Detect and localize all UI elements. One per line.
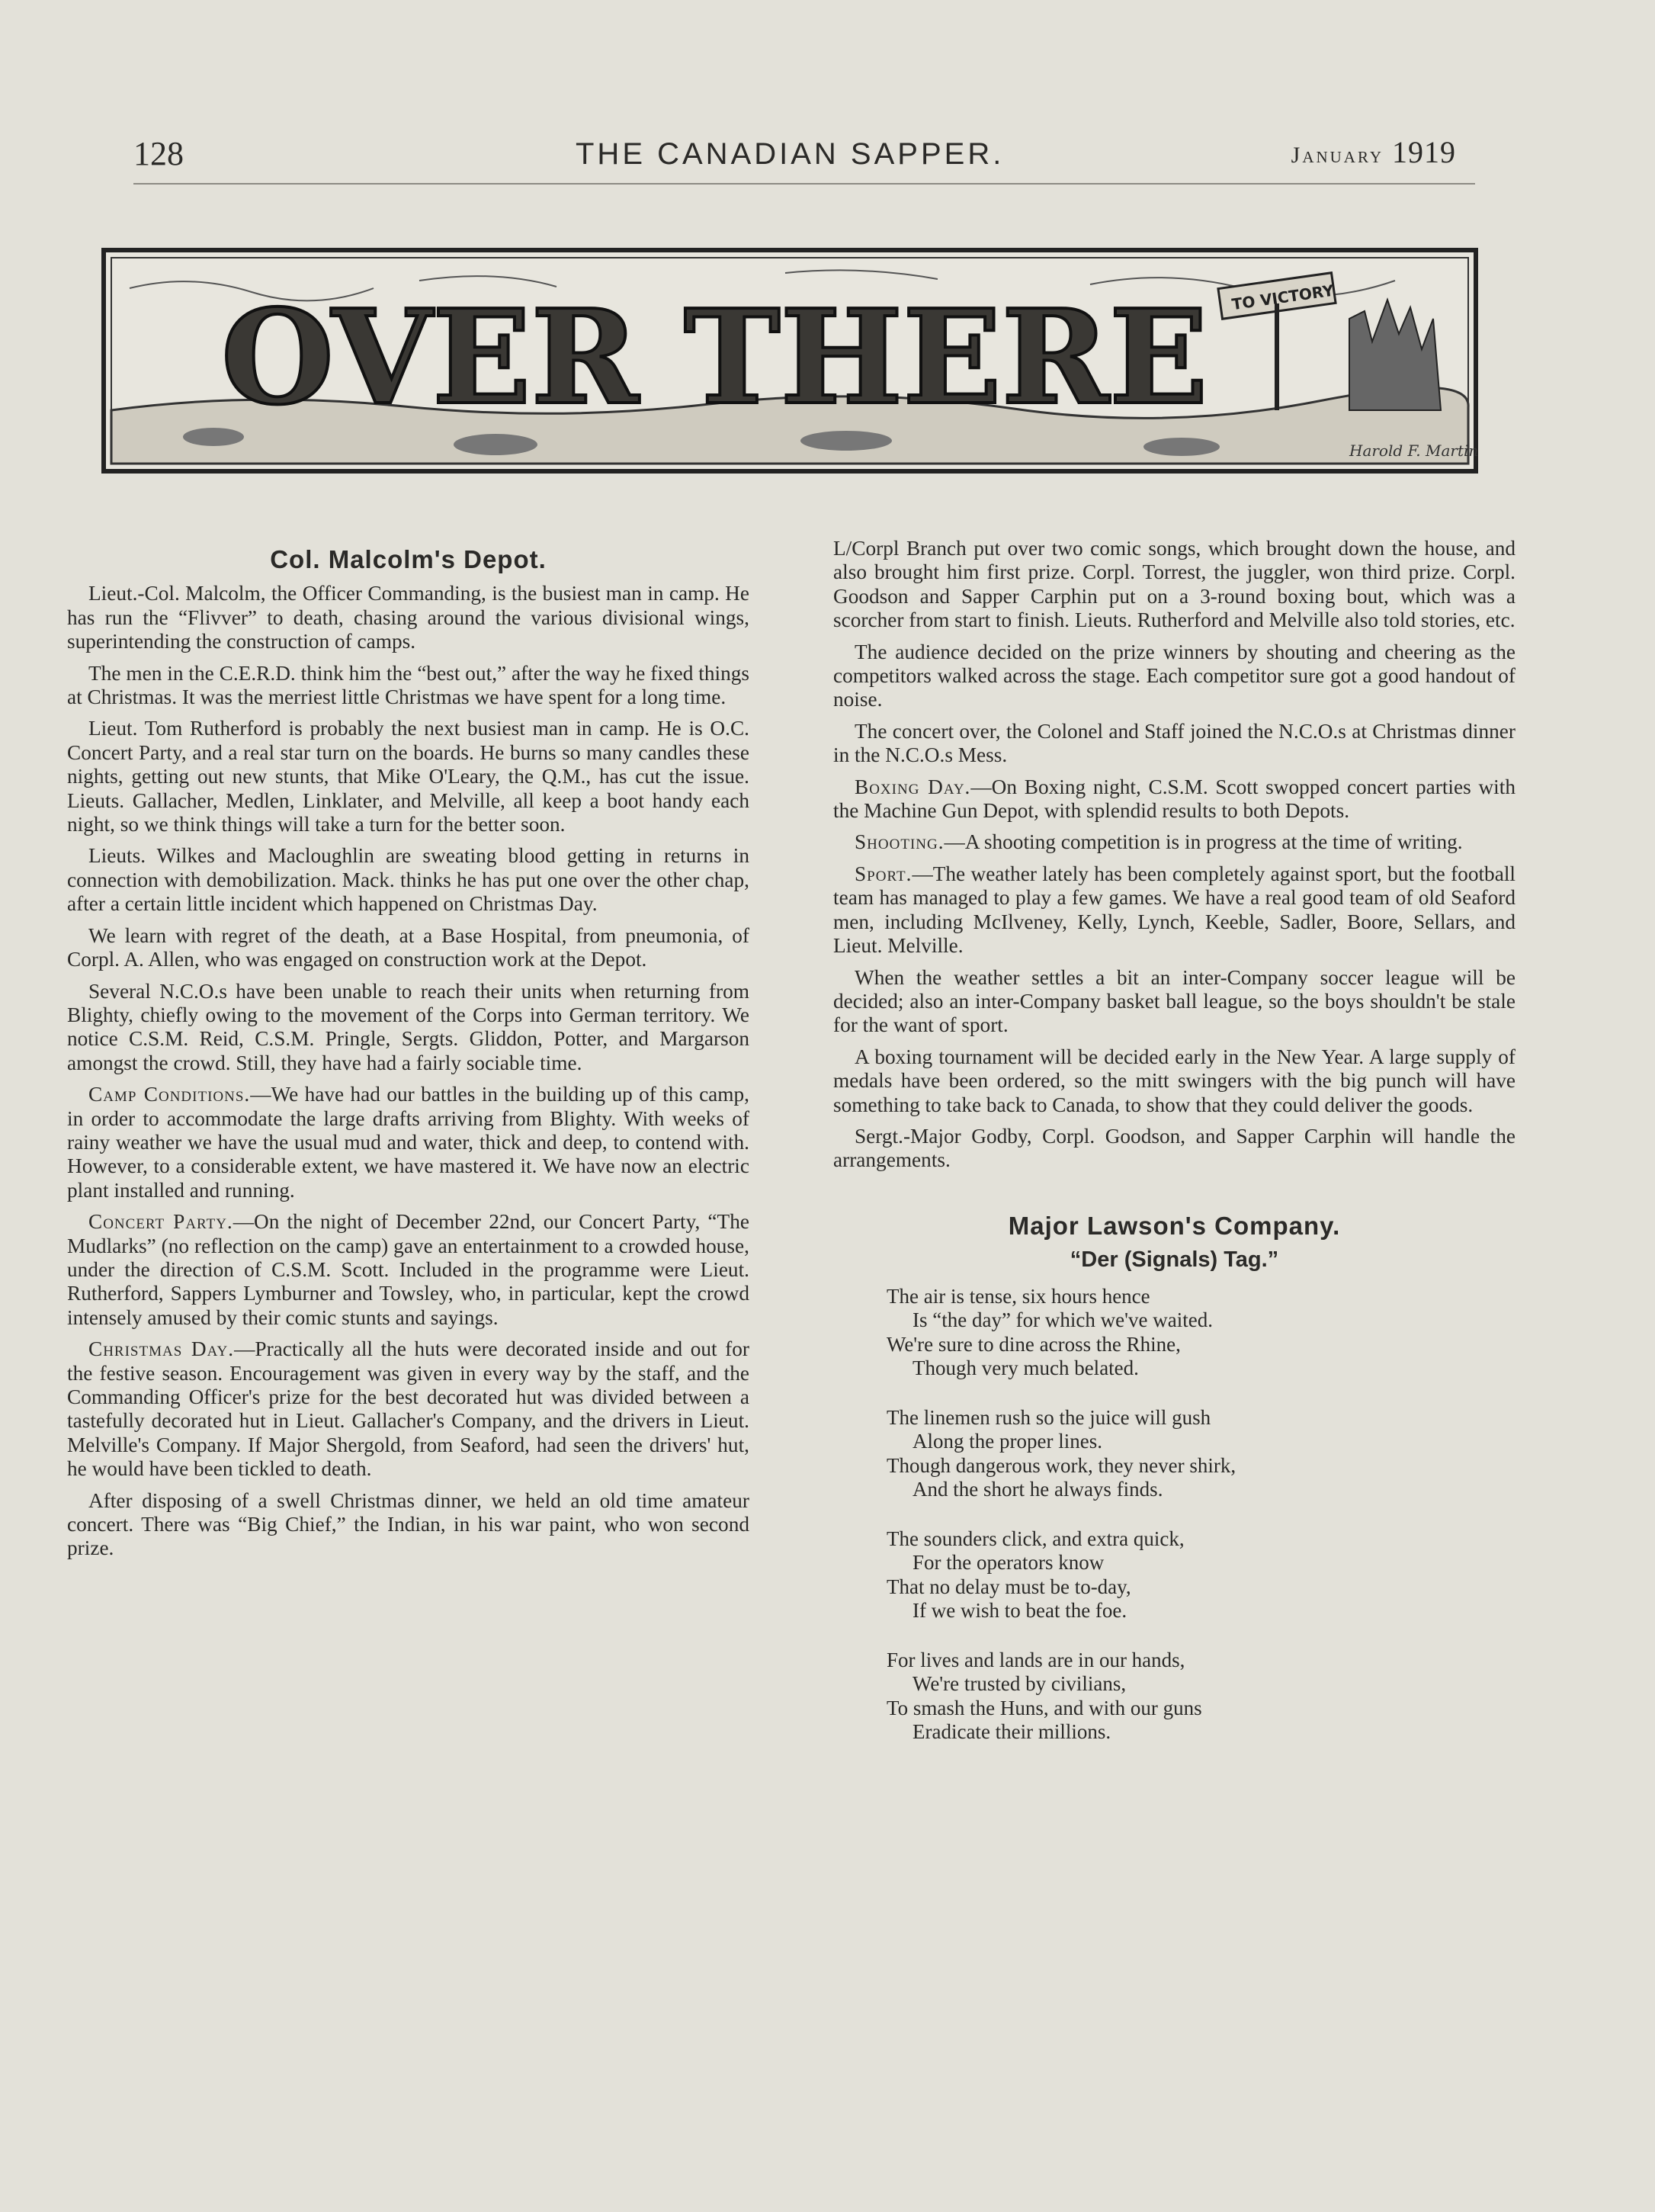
poem-line: The linemen rush so the juice will gush [887,1405,1211,1429]
poem-line: For the operators know [912,1551,1105,1575]
paragraph: A boxing tournament will be decided early in the New Year. A large supply of medals have been ordered, so the mitt swingers with the big punch will have something to take back to Canada, to show that they could deliver the goods. [833,1045,1515,1116]
paragraph: The men in the C.E.R.D. think him the “best out,” after the way he fixed things at Christmas. It was the merriest little Christmas we have spent for a long time. [67,661,749,709]
paragraph-concert-party [67,1210,749,1330]
run-in-label: Christmas Day. [88,1337,235,1361]
poem [887,1285,1515,1745]
poem-line: The sounders click, and extra quick, [887,1527,1185,1550]
paragraph: Sergt.-Major Godby, Corpl. Goodson, and Sapper Carphin will handle the arrangements. [833,1124,1515,1172]
poem-line: Though very much belated. [912,1356,1139,1380]
paragraph: Several N.C.O.s have been unable to reach their units when returning from Blighty, chiefly owing to the movement of the Corps into German territory. We notice C.S.M. Reid, C.S.M. Pringle, Sergts. Gliddon, Potter, and Margarson amongst the crowd. Still, they have had a fairly sociable time. [67,979,749,1074]
left-column [67,534,749,1568]
paragraph-boxing-day [833,775,1515,823]
article-heading-malcolms-depot: Col. Malcolm's Depot. [270,545,547,573]
paragraph-shooting [833,830,1515,854]
signboard-text: TO VICTORY [1230,281,1336,314]
paragraph: After disposing of a swell Christmas dinner, we held an old time amateur concert. There was “Big Chief,” the Indian, in his war paint, who won second prize. [67,1488,749,1560]
issue-month: January [1291,143,1384,168]
paragraph: The concert over, the Colonel and Staff joined the N.C.O.s at Christmas dinner in the N.C.O.s Mess. [833,719,1515,767]
paragraph-christmas-day [67,1337,749,1481]
paragraph-text: —Practically all the huts were decorated inside and out for the festive season. Encouragement was given in every way by the staff, and the Commanding Officer's prize for the best decorated hut was divided between a tastefully decorated hut in Lieut. Gallacher's Company, and the drivers in Lieut. Melville's Company. If Major Shergold, from Seaford, had seen the drivers' hut, he would have been tickled to death. [67,1337,749,1481]
paragraph: We learn with regret of the death, at a Base Hospital, from pneumonia, of Corpl. A. Allen, who was engaged on construction work at the Depot. [67,923,749,971]
paragraph-sport [833,862,1515,958]
paragraph: When the weather settles a bit an inter-Company soccer league will be decided; also an inter-Company basket ball league, so the boys shouldn't be stale for the want of sport. [833,965,1515,1037]
paragraph-text: —On Boxing night, C.S.M. Scott swopped concert parties with the Machine Gun Depot, with splendid results to both Depots. [833,775,1515,823]
poem-line: If we wish to beat the foe. [912,1599,1127,1623]
run-in-label: Concert Party. [88,1210,233,1234]
poem-line: We're sure to dine across the Rhine, [887,1332,1181,1356]
poem-line: That no delay must be to-day, [887,1575,1131,1598]
paragraph-continued: L/Corpl Branch put over two comic songs, which brought down the house, and also brought him first prize. Corpl. Torrest, the juggler, won third prize. Corpl. Goodson and Sapper Carphin put on a 3-round boxing bout, which was a scorcher from start to finish. Lieuts. Rutherford and Melville also told stories, etc. [833,537,1515,632]
paragraph-camp-conditions [67,1083,749,1202]
article-heading-lawsons-company: Major Lawson's Company. [1008,1211,1341,1240]
poem-stanza [887,1406,1515,1502]
page-header [133,130,1456,183]
poem-line: And the short he always finds. [912,1478,1163,1501]
header-rule [133,183,1475,185]
poem-line: Is “the day” for which we've waited. [912,1308,1213,1332]
poem-stanza [887,1527,1515,1623]
poem-line: For lives and lands are in our hands, [887,1648,1185,1671]
run-in-label: Boxing Day. [855,775,971,798]
paragraph-text: —We have had our battles in the building up of this camp, in order to accommodate the large drafts arriving from Blighty. With weeks of rainy weather we have the usual mud and water, thick and deep, to contend with. However, to a considerable extent, we have mastered it. We have now an electric plant installed and running. [67,1083,750,1202]
poem-line: Along the proper lines. [912,1430,1102,1453]
right-column [833,534,1515,1770]
poem-line: Eradicate their millions. [912,1720,1111,1744]
paragraph: The audience decided on the prize winners by shouting and cheering as the competitors walked across the stage. Each competitor sure got a good handout of noise. [833,640,1515,711]
poem-stanza [887,1285,1515,1381]
paragraph: Lieut. Tom Rutherford is probably the next busiest man in camp. He is O.C. Concert Party, and a real star turn on the boards. He burns so many candles these nights, getting out new stunts, that Mike O'Leary, the Q.M., has cut the issue. Lieuts. Gallacher, Medlen, Linklater, and Melville, all keep a boot handy each night, so we think things will take a turn for the better soon. [67,717,749,836]
poem-title: “Der (Signals) Tag.” [1070,1247,1279,1273]
poem-stanza [887,1649,1515,1745]
issue-date [1291,134,1456,170]
banner-title-art: OVER THERE [221,281,1208,434]
poem-line: To smash the Huns, and with our guns [887,1696,1202,1719]
poem-line: Though dangerous work, they never shirk, [887,1453,1236,1477]
paragraph-text: —A shooting competition is in progress at the time of writing. [944,830,1463,854]
over-there-banner-illustration [99,227,1483,490]
publication-title: THE CANADIAN SAPPER. [576,137,1005,171]
paragraph-text: —On the night of December 22nd, our Concert Party, “The Mudlarks” (no reflection on the camp) gave an entertainment to a crowded house, under the direction of C.S.M. Scott. Included in the programme were Lieut. Rutherford, Sappers Lymburner and Towsley, who, in particular, kept the crowd intensely amused by their comic stunts and sayings. [67,1210,749,1329]
issue-year: 1919 [1392,135,1456,169]
paragraph-text: —The weather lately has been completely against sport, but the football team has managed to play a few games. We have a real good team of old Seaford men, including McIlveney, Kelly, Lynch, Keeble, Sadler, Boore, Sellars, and Lieut. Melville. [833,862,1515,958]
banner-signature: Harold F. Martin [1349,441,1479,460]
poem-line: We're trusted by civilians, [912,1672,1127,1696]
run-in-label: Shooting. [855,830,945,854]
run-in-label: Camp Conditions. [88,1083,251,1106]
poem-line: The air is tense, six hours hence [887,1284,1150,1308]
page-number: 128 [133,135,184,172]
paragraph: Lieut.-Col. Malcolm, the Officer Commanding, is the busiest man in camp. He has run the “Flivver” to death, chasing around the various divisional wings, superintending the construction of camps. [67,582,749,653]
paragraph: Lieuts. Wilkes and Macloughlin are sweating blood getting in returns in connection with demobilization. Mack. thinks he has put one over the other chap, after a certain little incident which happened on Christmas Day. [67,844,749,916]
run-in-label: Sport. [855,862,912,885]
